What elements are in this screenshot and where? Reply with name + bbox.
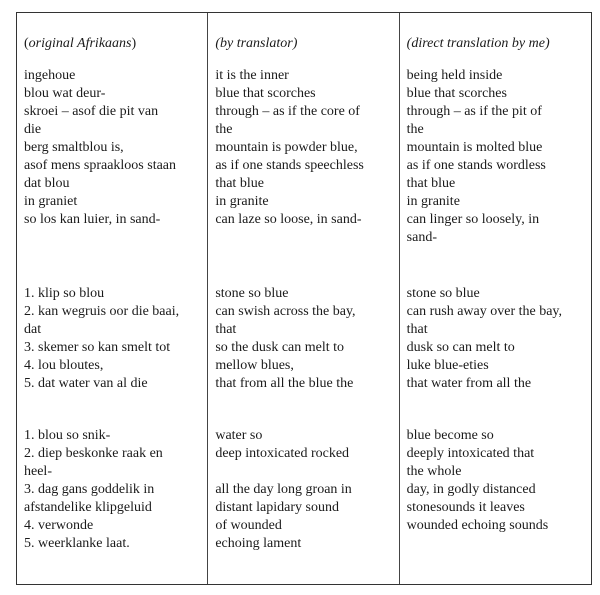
poem-line: dat	[24, 322, 42, 337]
poem-line: dat blou	[24, 176, 70, 191]
poem-line: echoing lament	[215, 536, 302, 551]
poem-line: water so	[215, 428, 263, 443]
poem-line: 1. blou so snik-	[24, 428, 111, 443]
column-header	[407, 35, 587, 53]
poem-line: of wounded	[215, 518, 282, 533]
poem-line: so los kan luier, in sand-	[24, 212, 161, 227]
poem-line: can linger so loosely, in	[406, 212, 540, 227]
header-text: (by translator)	[215, 36, 298, 51]
poem-line: as if one stands speechless	[215, 158, 364, 173]
poem-line: that from all the blue the	[215, 376, 354, 391]
column-original-afrikaans	[17, 13, 207, 584]
poem-line: that	[215, 322, 237, 337]
poem-line: mountain is powder blue,	[215, 140, 358, 155]
poem-line: dusk so can melt to	[406, 340, 515, 355]
poem-line: die	[24, 122, 42, 137]
poem-line: deep intoxicated rocked	[215, 446, 350, 461]
poem-line: stonesounds it leaves	[406, 500, 525, 515]
poem-line: in graniet	[24, 194, 78, 209]
poem-line: heel-	[24, 464, 52, 479]
stanza-2	[215, 285, 394, 393]
poem-line: through – as if the core of	[215, 104, 360, 119]
poem-line: 2. kan wegruis oor die baai,	[24, 304, 180, 319]
poem-line: that blue	[215, 176, 264, 191]
column-by-translator	[207, 13, 398, 584]
poem-line: deeply intoxicated that	[406, 446, 535, 461]
poem-line: the	[406, 122, 424, 137]
stanza-1	[407, 67, 587, 247]
poem-line: can swish across the bay,	[215, 304, 356, 319]
column-direct-translation	[399, 13, 591, 584]
stanza-1	[215, 67, 394, 229]
poem-line: it is the inner	[215, 68, 289, 83]
poem-line: luke blue-eties	[406, 358, 489, 373]
poem-line: stone so blue	[406, 286, 480, 301]
column-header	[215, 35, 394, 53]
poem-line: 3. dag gans goddelik in	[24, 482, 155, 497]
poem-line: that blue	[406, 176, 456, 191]
poem-line: mellow blues,	[215, 358, 294, 373]
poem-line: mountain is molted blue	[406, 140, 543, 155]
poem-line: berg smaltblou is,	[24, 140, 124, 155]
poem-line: 2. diep beskonke raak en	[24, 446, 163, 461]
stanza-2	[24, 285, 203, 393]
poem-line: blue that scorches	[406, 86, 507, 101]
poem-line: blue that scorches	[215, 86, 316, 101]
paren-close: )	[131, 36, 137, 51]
stanza-3	[407, 427, 587, 535]
poem-line: the	[215, 122, 233, 137]
poem-line: can rush away over the bay,	[406, 304, 563, 319]
stanza-gap	[215, 463, 394, 481]
poem-line: 4. lou bloutes,	[24, 358, 104, 373]
stanza-1	[24, 67, 203, 229]
poem-line: in granite	[215, 194, 269, 209]
poem-line: blue become so	[406, 428, 494, 443]
poem-line: that water from all the	[406, 376, 532, 391]
poem-line: afstandelike klipgeluid	[24, 500, 152, 515]
poem-line: through – as if the pit of	[406, 104, 542, 119]
stanza-3	[215, 427, 394, 553]
stanza-2	[407, 285, 587, 393]
poem-line: day, in godly distanced	[406, 482, 536, 497]
column-header	[24, 35, 203, 53]
poem-line: all the day long groan in	[215, 482, 352, 497]
poem-line: in granite	[406, 194, 460, 209]
poem-line: as if one stands wordless	[406, 158, 546, 173]
poem-line: wounded echoing sounds	[406, 518, 549, 533]
poem-line: skroei – asof die pit van	[24, 104, 159, 119]
poem-line: distant lapidary sound	[215, 500, 339, 515]
paren-open: (	[24, 36, 29, 51]
stanza-3	[24, 427, 203, 553]
poem-line: stone so blue	[215, 286, 289, 301]
poem-line: so the dusk can melt to	[215, 340, 345, 355]
poem-line: 5. weerklanke laat.	[24, 536, 130, 551]
poem-line: 3. skemer so kan smelt tot	[24, 340, 171, 355]
poem-line: that	[406, 322, 428, 337]
poem-line: 4. verwonde	[24, 518, 94, 533]
poem-line: blou wat deur-	[24, 86, 106, 101]
poem-line: can laze so loose, in sand-	[215, 212, 362, 227]
header-text: (direct translation by me)	[406, 36, 550, 51]
poem-line: ingehoue	[24, 68, 76, 83]
poem-line: sand-	[406, 230, 437, 245]
translation-table	[16, 12, 592, 585]
poem-line: the whole	[406, 464, 462, 479]
poem-line: 5. dat water van al die	[24, 376, 148, 391]
poem-line: asof mens spraakloos staan	[24, 158, 177, 173]
poem-line: being held inside	[406, 68, 503, 83]
header-text: original Afrikaans	[28, 36, 132, 51]
poem-line: 1. klip so blou	[24, 286, 105, 301]
